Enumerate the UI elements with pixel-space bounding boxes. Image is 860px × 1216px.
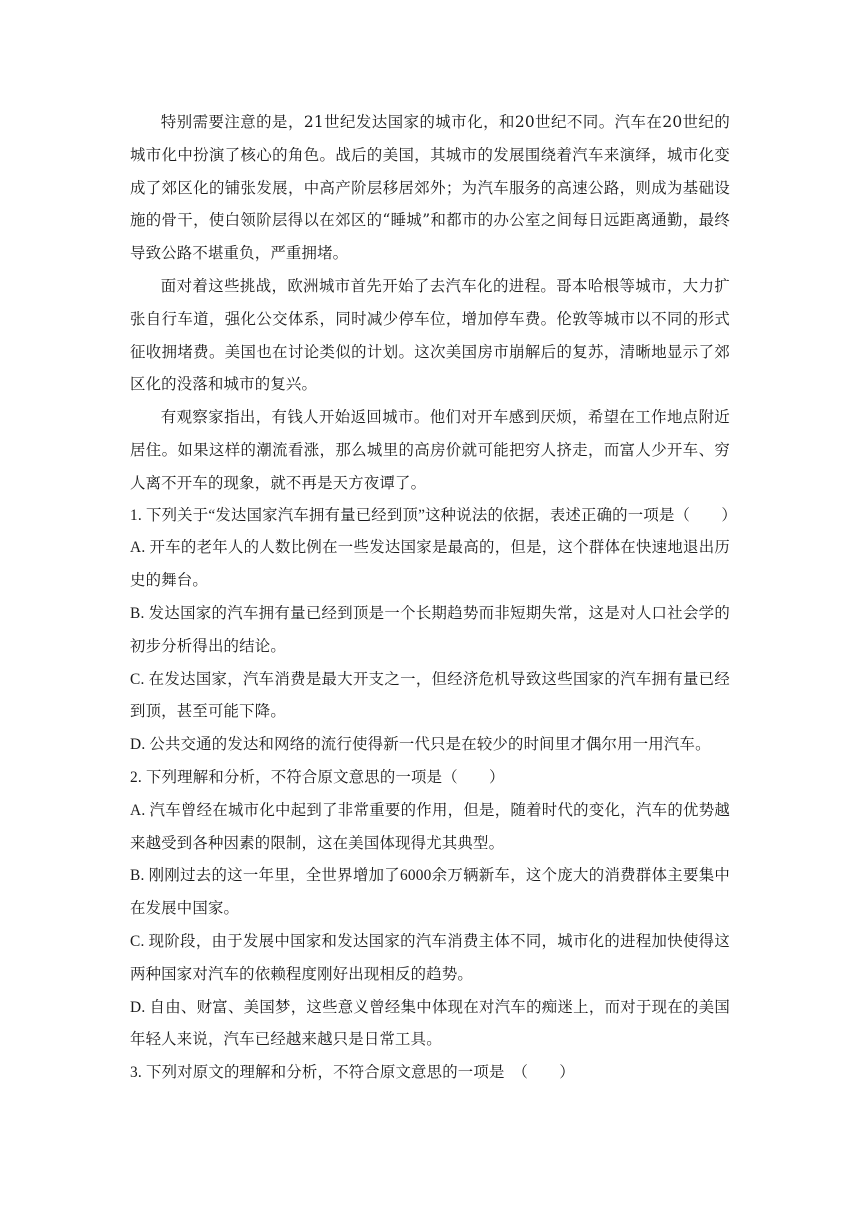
passage-paragraph-1: 特别需要注意的是，21世纪发达国家的城市化，和20世纪不同。汽车在20世纪的城市化中扮演了核心的角色。战后的美国，其城市的发展围绕着汽车来演绎，城市化变成了郊区化的铺张发展，中高产阶层移居郊外；为汽车服务的高速公路，则成为基础设施的骨干，使白领阶层得以在郊区的“睡城”和都市的办公室之间每日远距离通勤，最终导致公路不堪重负，严重拥堵。 <box>130 113 730 263</box>
question-1-option-d: D. 公共交通的发达和网络的流行使得新一代只是在较少的时间里才偶尔用一用汽车。 <box>130 736 711 754</box>
question-2-option-d: D. 自由、财富、美国梦，这些意义曾经集中体现在对汽车的痴迷上，而对于现在的美国年轻人来说，汽车已经越来越只是日常工具。 <box>130 998 730 1049</box>
question-1 <box>130 500 737 762</box>
question-2-option-c: C. 现阶段，由于发展中国家和发达国家的汽车消费主体不同，城市化的进程加快使得这两种国家对汽车的依赖程度刚好出现相反的趋势。 <box>130 932 730 983</box>
question-1-option-b: B. 发达国家的汽车拥有量已经到顶是一个长期趋势而非短期失常，这是对人口社会学的初步分析得出的结论。 <box>130 604 730 655</box>
document-page <box>130 106 737 1090</box>
question-2-option-a: A. 汽车曾经在城市化中起到了非常重要的作用，但是，随着时代的变化，汽车的优势越来越受到各种因素的限制，这在美国体现得尤其典型。 <box>130 801 730 852</box>
question-2 <box>130 762 730 1057</box>
question-2-option-b: B. 刚刚过去的这一年里，全世界增加了6000余万辆新车，这个庞大的消费群体主要集中在发展中国家。 <box>130 867 730 918</box>
passage-paragraph-3: 有观察家指出，有钱人开始返回城市。他们对开车感到厌烦，希望在工作地点附近居住。如果这样的潮流看涨，那么城里的高房价就可能把穷人挤走，而富人少开车、穷人离不开车的现象，就不再是天方夜谭了。 <box>130 408 730 492</box>
question-1-option-c: C. 在发达国家，汽车消费是最大开支之一，但经济危机导致这些国家的汽车拥有量已经到顶，甚至可能下降。 <box>130 670 730 721</box>
passage-paragraph-2: 面对着这些挑战，欧洲城市首先开始了去汽车化的进程。哥本哈根等城市，大力扩张自行车道，强化公交体系，同时减少停车位，增加停车费。伦敦等城市以不同的形式征收拥堵费。美国也在讨论类似的计划。这次美国房市崩解后的复苏，清晰地显示了郊区化的没落和城市的复兴。 <box>130 276 730 394</box>
question-1-option-a: A. 开车的老年人的人数比例在一些发达国家是最高的，但是，这个群体在快速地退出历史的舞台。 <box>130 539 730 590</box>
question-1-stem: 1. 下列关于“发达国家汽车拥有量已经到顶”这种说法的依据，表述正确的一项是（ ） <box>130 506 737 524</box>
question-2-stem: 2. 下列理解和分析，不符合原文意思的一项是（ ） <box>130 768 505 786</box>
question-3-stem: 3. 下列对原文的理解和分析，不符合原文意思的一项是 （ ） <box>130 1064 575 1082</box>
question-3 <box>130 1057 730 1090</box>
